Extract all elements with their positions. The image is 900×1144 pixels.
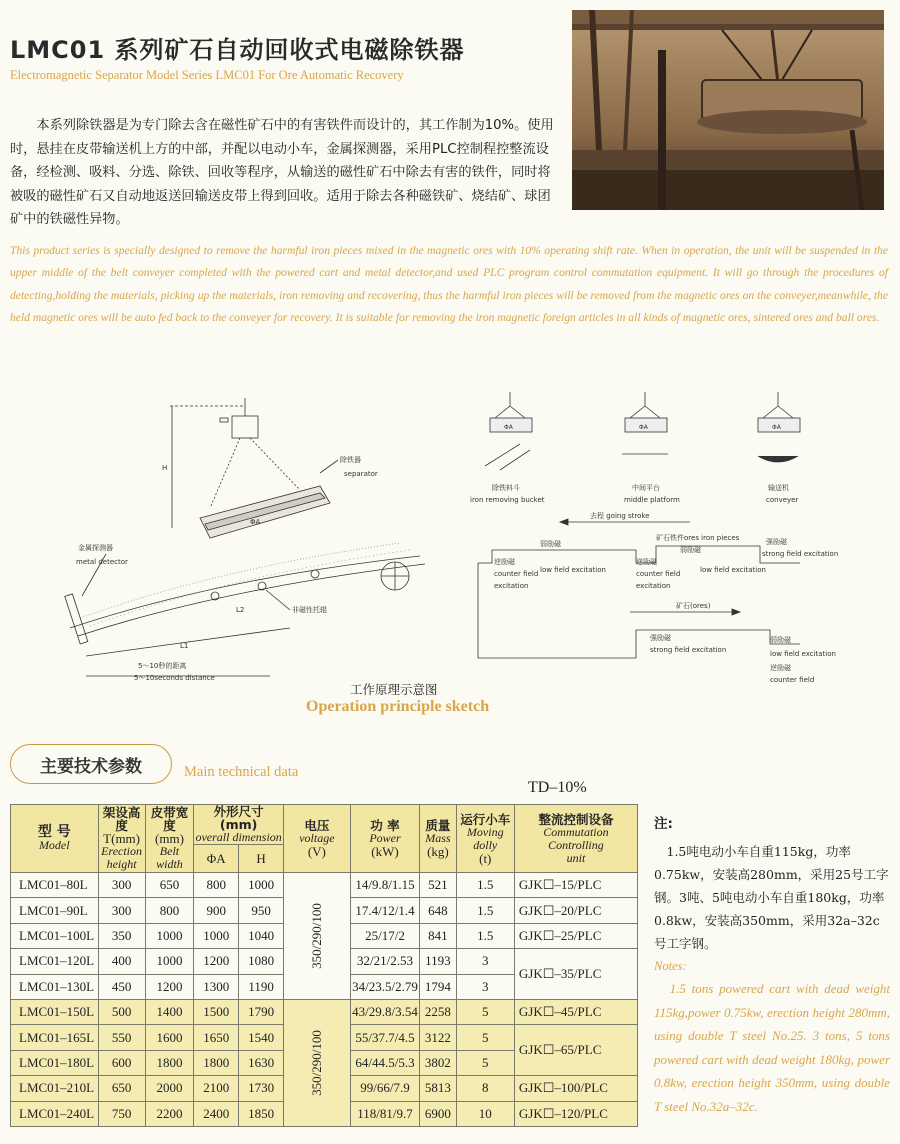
cell-power: 14/9.8/1.15 [350,873,420,898]
cell-mass: 5813 [420,1076,456,1101]
cell-dim-h: 1000 [239,873,284,898]
cell-belt: 1200 [145,974,194,999]
weak-cn-3: 弱励磁 [770,636,791,644]
cell-mass: 521 [420,873,456,898]
cell-dim-h: 1790 [239,999,284,1024]
cell-model: LMC01–90L [11,898,99,923]
cell-model: LMC01–100L [11,923,99,948]
counter-en-1a: counter field [494,570,539,578]
notes-heading-en: Notes: [654,959,687,973]
notes-text-cn: 1.5吨电动小车自重115kg，功率0.75kw，安装高280mm，采用25号工字钢。3吨、5吨电动小车自重180kg，功率0.8kw，安装高350mm，采用32a–32c号工字钢。 [654,844,889,951]
cell-dim-h: 1540 [239,1025,284,1050]
cell-model: LMC01–180L [11,1050,99,1075]
cell-height: 550 [98,1025,145,1050]
cell-belt: 1400 [145,999,194,1024]
page-title: LMC01 系列矿石自动回收式电磁除铁器 [10,36,465,64]
strong-cn-2: 强励磁 [650,634,671,642]
header-model: 型 号 Model [11,805,99,873]
cell-dolly: 10 [456,1101,514,1126]
cell-mass: 648 [420,898,456,923]
table-row [11,873,638,898]
cell-mass: 3802 [420,1050,456,1075]
cell-height: 500 [98,999,145,1024]
specs-heading-badge: 主要技术参数 [10,744,172,784]
cell-dim-h: 1080 [239,949,284,974]
separator-diagram [65,398,425,682]
cell-dim-a: 2100 [194,1076,239,1101]
cell-unit: GJK☐–65/PLC [514,1025,637,1076]
phi-label-2: ΦA [639,424,648,431]
label-phi: ΦA [250,518,261,526]
cell-belt: 1000 [145,949,194,974]
cell-dolly: 1.5 [456,898,514,923]
distance-label-en: 5～10seconds distance [134,674,215,682]
specs-model-code: TD–10% [528,779,587,796]
cell-dim-a: 1300 [194,974,239,999]
header-voltage: 电压 voltage (V) [284,805,351,873]
cell-mass: 1794 [420,974,456,999]
cell-mass: 1193 [420,949,456,974]
cell-height: 450 [98,974,145,999]
cell-unit: GJK☐–100/PLC [514,1076,637,1101]
header-mass: 质量 Mass (kg) [420,805,456,873]
separator-label-cn: 除铁器 [340,456,361,464]
header-erection-height: 架设高度 T(mm) Erection height [98,805,145,873]
weak-en-1: low field excitation [540,566,606,574]
cell-mass: 6900 [420,1101,456,1126]
cell-dim-a: 1800 [194,1050,239,1075]
ores-label: 矿石(ores) [676,602,711,610]
cell-dolly: 3 [456,974,514,999]
cell-dolly: 3 [456,949,514,974]
cell-dolly: 5 [456,1050,514,1075]
cell-belt: 1000 [145,923,194,948]
phi-label-1: ΦA [504,424,513,431]
cell-height: 300 [98,873,145,898]
page-subtitle: Electromagnetic Separator Model Series LMC01 For Ore Automatic Recovery [10,68,404,82]
strong-cn-1: 强励磁 [766,538,787,546]
cell-dim-h: 1630 [239,1050,284,1075]
counter-cn-3: 逆励磁 [770,664,791,672]
cell-voltage-group-1: 350/290/100 [284,873,351,1000]
cell-model: LMC01–240L [11,1101,99,1126]
counter-en-2b: excitation [636,582,671,590]
weak-en-3: low field excitation [770,650,836,658]
cell-dim-a: 2400 [194,1101,239,1126]
detector-label-cn: 金属探测器 [78,544,113,552]
cell-dim-h: 1850 [239,1101,284,1126]
header-dim-a: ΦA [194,845,239,873]
cell-power: 118/81/9.7 [350,1101,420,1126]
cell-unit: GJK☐–45/PLC [514,999,637,1024]
conveyer-label-cn: 输送机 [768,484,789,492]
cell-dolly: 1.5 [456,873,514,898]
cell-height: 600 [98,1050,145,1075]
cell-dolly: 1.5 [456,923,514,948]
cell-dolly: 5 [456,999,514,1024]
cell-unit: GJK☐–35/PLC [514,949,637,1000]
label-l2: L2 [236,606,245,614]
roller-label-cn: 非磁性托辊 [292,606,327,614]
cell-mass: 841 [420,923,456,948]
operation-sketch [0,378,900,688]
cell-belt: 1600 [145,1025,194,1050]
separator-label-en: separator [344,470,378,478]
cell-dolly: 8 [456,1076,514,1101]
counter-cn-1: 逆励磁 [494,558,515,566]
header-dimension: 外形尺寸 (mm) overall dimension [195,804,282,844]
sketch-caption-cn: 工作原理示意图 [350,682,438,697]
specs-table [10,804,638,1127]
cell-power: 43/29.8/3.54 [350,999,420,1024]
label-l1: L1 [180,642,189,650]
counter-en-2a: counter field [636,570,681,578]
cell-power: 32/21/2.53 [350,949,420,974]
weak-cn-1: 弱励磁 [540,540,561,548]
cell-belt: 650 [145,873,194,898]
specs-heading-en: Main technical data [184,764,299,780]
product-photo [572,10,884,210]
cell-model: LMC01–165L [11,1025,99,1050]
cell-belt: 2200 [145,1101,194,1126]
cell-power: 34/23.5/2.79 [350,974,420,999]
cell-height: 300 [98,898,145,923]
cell-mass: 2258 [420,999,456,1024]
cell-dim-a: 1650 [194,1025,239,1050]
cell-power: 99/66/7.9 [350,1076,420,1101]
cell-unit: GJK☐–25/PLC [514,923,637,948]
platform-label-cn: 中间平台 [632,484,660,492]
sketch-caption-en: Operation principle sketch [306,698,490,715]
excitation-diagram [470,392,838,684]
cell-power: 64/44.5/5.3 [350,1050,420,1075]
going-stroke-label: 去程 going stroke [590,512,650,520]
bucket-label-en: iron removing bucket [470,496,545,504]
intro-text-en: This product series is specially designed to remove the harmful iron pieces mixed in the magnetic ores with 10% operating shift rate. When in operation, the unit will be suspended in the upper middle of the belt conveyer completed with the powered cart and metal detector,and used PLC program control commutation equipment. It will go through the procedures of detecting,holding the materials, picking up the materials, iron removing and recovering, thus the harmful iron pieces will be removed from the magnetic ores on the conveyer,meanwhile, the held magnetic ores will be auto fed back to the conveyer for recovery. It is suitable for removing the iron magnetic foreign articles in all kinds of magnetic ores, sintered ores and ball ores. [10,244,888,325]
cell-model: LMC01–150L [11,999,99,1024]
cell-unit: GJK☐–15/PLC [514,873,637,898]
header-power: 功 率 Power (kW) [350,805,420,873]
cell-dim-h: 1730 [239,1076,284,1101]
weak-cn-2: 弱励磁 [680,546,701,554]
cell-model: LMC01–80L [11,873,99,898]
header-moving-dolly: 运行小车 Moving dolly (t) [456,805,514,873]
cell-dim-h: 1040 [239,923,284,948]
cell-voltage-group-2: 350/290/100 [284,999,351,1126]
counter-en-3: counter field [770,676,815,684]
cell-height: 400 [98,949,145,974]
distance-label-cn: 5～10秒的距离 [138,662,187,670]
cell-dim-a: 900 [194,898,239,923]
cell-height: 650 [98,1076,145,1101]
cell-belt: 2000 [145,1076,194,1101]
table-row [11,999,638,1024]
intro-text-cn: 本系列除铁器是为专门除去含在磁性矿石中的有害铁件而设计的，其工作制为10%。使用时，悬挂在皮带输送机上方的中部，并配以电动小车，金属探测器，采用PLC控制程控整流设备，经检测、吸料、分选、除铁、回收等程序，从输送的磁性矿石中除去有害的铁件，同时将被吸的磁性矿石又自动地返送回输送皮带上得到回收。适用于除去各种磁铁矿、烧结矿、球团矿中的铁磁性异物。 [10,118,554,227]
cell-belt: 1800 [145,1050,194,1075]
cell-dim-a: 1000 [194,923,239,948]
cell-belt: 800 [145,898,194,923]
notes-heading: 注: [654,816,673,832]
phi-label-3: ΦA [772,424,781,431]
cell-height: 350 [98,923,145,948]
cell-model: LMC01–210L [11,1076,99,1101]
cell-model: LMC01–130L [11,974,99,999]
cell-dolly: 5 [456,1025,514,1050]
cell-power: 25/17/2 [350,923,420,948]
cell-dim-a: 1200 [194,949,239,974]
header-row-1 [11,805,638,845]
notes-panel [654,812,890,1119]
cell-dim-h: 950 [239,898,284,923]
header-dim-h: H [239,845,284,873]
cell-dim-a: 1500 [194,999,239,1024]
counter-cn-2: 逆励磁 [636,558,657,566]
cell-model: LMC01–120L [11,949,99,974]
cell-mass: 3122 [420,1025,456,1050]
detector-label-en: metal detector [76,558,128,566]
cell-power: 55/37.7/4.5 [350,1025,420,1050]
cell-power: 17.4/12/1.4 [350,898,420,923]
cell-unit: GJK☐–20/PLC [514,898,637,923]
bucket-label-cn: 除铁料斗 [492,484,520,492]
weak-en-2: low field excitation [700,566,766,574]
header-control-unit: 整流控制设备 Commutation Controlling unit [514,805,637,873]
cell-height: 750 [98,1101,145,1126]
cell-dim-a: 800 [194,873,239,898]
counter-en-1b: excitation [494,582,529,590]
ores-iron-label: 矿石铁件ores iron pieces [656,534,740,542]
cell-unit: GJK☐–120/PLC [514,1101,637,1126]
cell-dim-h: 1190 [239,974,284,999]
strong-en-2: strong field excitation [650,646,727,654]
notes-text-en: 1.5 tons powered cart with dead weight 115kg,power 0.75kw, erection height 280mm, using double T steel No.25. 3 tons, 5 tons powered cart with dead weight 180kg, power 0.8kw, erection height 350mm, using double T steel No.32a–32c. [654,981,890,1114]
platform-label-en: middle platform [624,496,680,504]
label-h: H [162,464,168,472]
header-belt-width: 皮带宽度 (mm) Belt width [145,805,194,873]
strong-en-1: strong field excitation [762,550,839,558]
conveyer-label-en: conveyer [766,496,799,504]
